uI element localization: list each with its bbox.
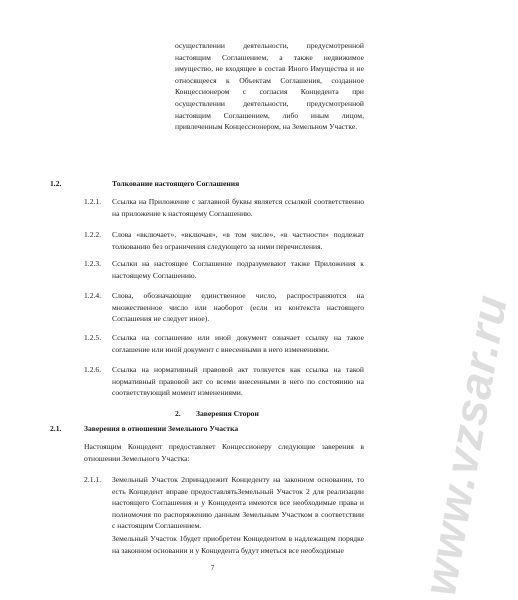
top-paragraph: осуществлении деятельности, предусмотренной настоящим Соглашением, а также недвижимое имущество, не входящее в состав Иного Имущества и не относящееся к Объектам Соглашения, созданное Концессионером с согласия Концедента при осуществлении деятельности, предусмотренной настоящим Соглашением, либо иным лицом, привлеченным Концессионером, на Земельном Участке. xyxy=(175,41,364,132)
item-1-2-1-number: 1.2.1. xyxy=(84,197,102,206)
section-2-1-intro: Настоящим Концедент предоставляет Концессионеру следующие заверения в отношении Земельного Участка: xyxy=(84,442,364,463)
item-2-1-1-number: 2.1.1. xyxy=(84,475,102,484)
item-1-2-4-text: Слова, обозначающие единственное число, распространяются на множественное число или наоборот (если из контекста настоящего Соглашения не следует иное). xyxy=(112,291,364,324)
item-1-2-3-text: Ссылки на настоящее Соглашение подразумевают также Приложения к настоящему Соглашению. xyxy=(112,259,364,280)
section-1-2-number: 1.2. xyxy=(50,179,62,188)
section-2-number: 2. xyxy=(175,409,181,418)
item-1-2-2-text: Слова «включает», «включая», «в том числе», «в частности» подлежат толкованию без ограничения следующего за ними перечисления. xyxy=(112,230,364,251)
item-1-2-2-number: 1.2.2. xyxy=(84,230,102,239)
section-2-title: Заверения Сторон xyxy=(196,409,259,418)
item-1-2-1-text: Ссылка на Приложение с заглавной буквы является ссылкой соответственно на приложение к настоящему Соглашению. xyxy=(112,197,364,218)
item-1-2-6-text: Ссылка на нормативный правовой акт толкуется как ссылка на такой нормативный правовой акт со всеми внесенными в него по состоянию на соответствующий момент изменениями. xyxy=(112,365,364,398)
page-number: 7 xyxy=(210,563,215,572)
item-1-2-5-number: 1.2.5. xyxy=(84,333,102,342)
section-1-2-title: Толкование настоящего Соглашения xyxy=(112,179,240,188)
item-1-2-3-number: 1.2.3. xyxy=(84,259,102,268)
item-2-1-1-text: Земельный Участок 2принадлежит Концеденту на законном основании, то есть Концедент вправе предоставлятьЗемельный Участок 2 для реализации настоящего Соглашения и у Концедента имеются все необходимые права и полномочия по распоряжению данным Земельным Участком в соответствии с настоящим Соглашением. xyxy=(112,475,364,531)
item-1-2-6-number: 1.2.6. xyxy=(84,365,102,374)
item-1-2-4-number: 1.2.4. xyxy=(84,291,102,300)
watermark xyxy=(366,150,518,600)
item-1-2-5-text: Ссылка на соглашение или иной документ означает ссылку на такое соглашение или иной документ с внесенными в него изменениями. xyxy=(112,333,364,354)
section-2-1-number: 2.1. xyxy=(50,424,62,433)
item-2-1-1-text-continued: Земельный Участок 1будет приобретен Концедентом в надлежащем порядке на законном основании и у Концедента будут иметься все необходимые xyxy=(112,534,364,555)
section-2-1-title: Заверения в отношении Земельного Участка xyxy=(84,424,239,433)
watermark-text: www.vzsar.ru xyxy=(412,290,518,600)
